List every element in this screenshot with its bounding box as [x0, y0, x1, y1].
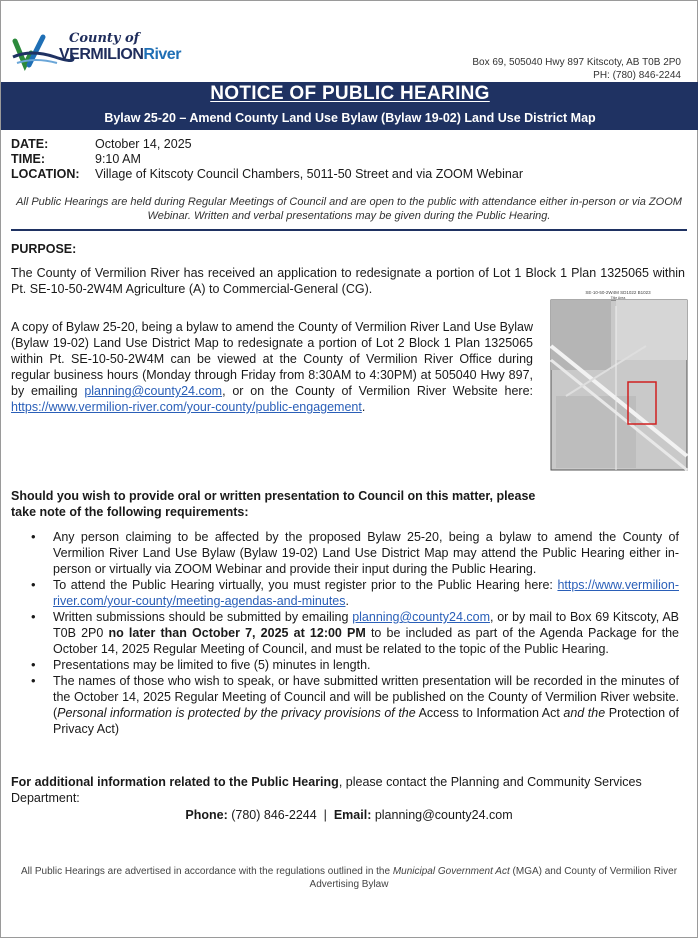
notice-subtitle: Bylaw 25-20 – Amend County Land Use Bylaw (Bylaw 19-02) Land Use District Map: [104, 111, 596, 125]
additional-info: [11, 774, 681, 806]
list-item: [31, 609, 679, 657]
time-label: TIME:: [11, 152, 46, 166]
notice-title-text: NOTICE OF PUBLIC HEARING: [210, 83, 490, 104]
b5-text-c: Protection of Privacy Act): [53, 706, 679, 736]
location-value: Village of Kitscoty Council Chambers, 5011-50 Street and via ZOOM Webinar: [95, 167, 523, 181]
footer-italic: Municipal Government Act: [392, 866, 510, 877]
email-value: planning@county24.com: [371, 808, 513, 822]
contact-separator: |: [316, 808, 334, 822]
location-map: [546, 286, 689, 482]
hearing-info: [11, 137, 523, 182]
para2-text-a: A copy of Bylaw 25-20, being a bylaw to amend the County of Vermilion River Land Use Bylaw (Bylaw 19-02) Land Use District Map to redesignate a portion of Lot 2 Block 1 Plan 1325065 within Pt. SE-10-50-2W4M can be viewed at the County of Vermilion River Office during regular business hours (Monday through Friday from 8:30AM to 4:30PM) at 505040 Hwy 897, by emailing: [11, 320, 533, 398]
additional-info-bold: For additional information related to the Public Hearing: [11, 775, 339, 789]
meeting-agendas-link[interactable]: https://www.vermilion-river.com/your-county/meeting-agendas-and-minutes: [53, 578, 679, 608]
public-engagement-link[interactable]: https://www.vermilion-river.com/your-county/public-engagement: [11, 400, 362, 414]
map-subcaption: Title Area: [610, 296, 626, 300]
logo-line1: County of: [69, 31, 140, 46]
additional-info-rest: , please contact the Planning and Community Services Department:: [11, 775, 642, 805]
submission-email-link[interactable]: planning@county24.com: [352, 610, 490, 624]
b5-text-b: Access to Information Act: [415, 706, 564, 720]
phone-line: PH: (780) 846-2244: [593, 70, 681, 81]
location-label: LOCATION:: [11, 167, 80, 181]
list-item: [31, 673, 679, 737]
logo-vermilion: VERMILION: [59, 46, 144, 63]
date-row: [11, 137, 523, 152]
purpose-heading: PURPOSE:: [11, 242, 77, 256]
para2-text-b: , or on the County of Vermilion River Website here:: [222, 384, 533, 398]
list-item: • Presentations may be limited to five (5) minutes in length.: [31, 657, 679, 673]
logo-river: River: [143, 46, 181, 63]
attendance-note: All Public Hearings are held during Regular Meetings of Council and are open to the public with attendance either in-person or via ZOOM Webinar. Written and verbal presentations may be given during the Public Hearing.: [16, 196, 682, 222]
b5-italic-2: and the: [563, 706, 606, 720]
phone-value: (780) 846-2244: [227, 808, 317, 822]
list-item: [31, 577, 679, 609]
planning-email-link[interactable]: planning@county24.com: [84, 384, 223, 398]
b3-text-b: , or by mail to Box 69 Kitscoty, AB T0B 2P0: [53, 610, 679, 640]
footer-note: [11, 865, 687, 891]
date-label: DATE:: [11, 137, 49, 151]
logo-line2: [59, 46, 181, 64]
purpose-paragraph-2: [11, 319, 533, 415]
time-row: [11, 152, 523, 167]
b3-text-c: to be included as part of the Agenda Package for the October 14, 2025 Regular Meeting of Council, and must be related to the topic of the Public Hearing.: [53, 626, 679, 656]
b3-text-a: Written submissions should be submitted by emailing: [53, 610, 353, 624]
contact-line: [1, 808, 697, 822]
date-value: October 14, 2025: [95, 137, 192, 151]
address-line: Box 69, 505040 Hwy 897 Kitscoty, AB T0B 2P0: [472, 57, 681, 68]
para2-text-c: .: [361, 400, 366, 414]
time-value: 9:10 AM: [95, 152, 141, 166]
footer-text-b: (MGA) and County of Vermilion River Advertising Bylaw: [309, 866, 678, 890]
b2-text-b: .: [345, 594, 349, 608]
list-item: • Any person claiming to be affected by the proposed Bylaw 25-20, being a bylaw to amend the County of Vermilion River Land Use Bylaw (Bylaw 19-02) Land Use District Map may attend the Public Hearing either in-person or virtually via ZOOM Webinar and provide their input during the Public Hearing.: [31, 529, 679, 577]
footer-text-a: All Public Hearings are advertised in accordance with the regulations outlined in the: [20, 866, 393, 877]
requirements-intro: Should you wish to provide oral or written presentation to Council on this matter, please take note of the following requirements:: [11, 489, 536, 519]
b5-text-a: The names of those who wish to speak, or have submitted written presentation will be recorded in the minutes of the October 14, 2025 Regular Meeting of Council and will be published on the County of Vermilion River website. (: [53, 674, 679, 720]
notice-title: [1, 83, 698, 105]
email-label: Email:: [333, 808, 372, 822]
b2-text-a: To attend the Public Hearing virtually, you must register prior to the Public Hearing here:: [53, 578, 558, 592]
divider: [11, 229, 687, 231]
location-row: [11, 167, 523, 182]
phone-label: Phone:: [185, 808, 228, 822]
title-banner: [1, 82, 698, 130]
purpose-paragraph-1: The County of Vermilion River has received an application to redesignate a portion of Lot 1 Block 1 Plan 1325065 within Pt. SE-10-50-2W4M Agriculture (A) to Commercial-General (CG).: [11, 266, 685, 296]
map-caption: SE-10-50-2W4M SD1022 B1023: [585, 290, 651, 295]
deadline-text: no later than October 7, 2025 at 12:00 PM: [108, 626, 366, 640]
b5-italic-1: Personal information is protected by the privacy provisions of the: [57, 706, 416, 720]
address-block: [472, 56, 681, 82]
requirements-list: [31, 529, 679, 737]
